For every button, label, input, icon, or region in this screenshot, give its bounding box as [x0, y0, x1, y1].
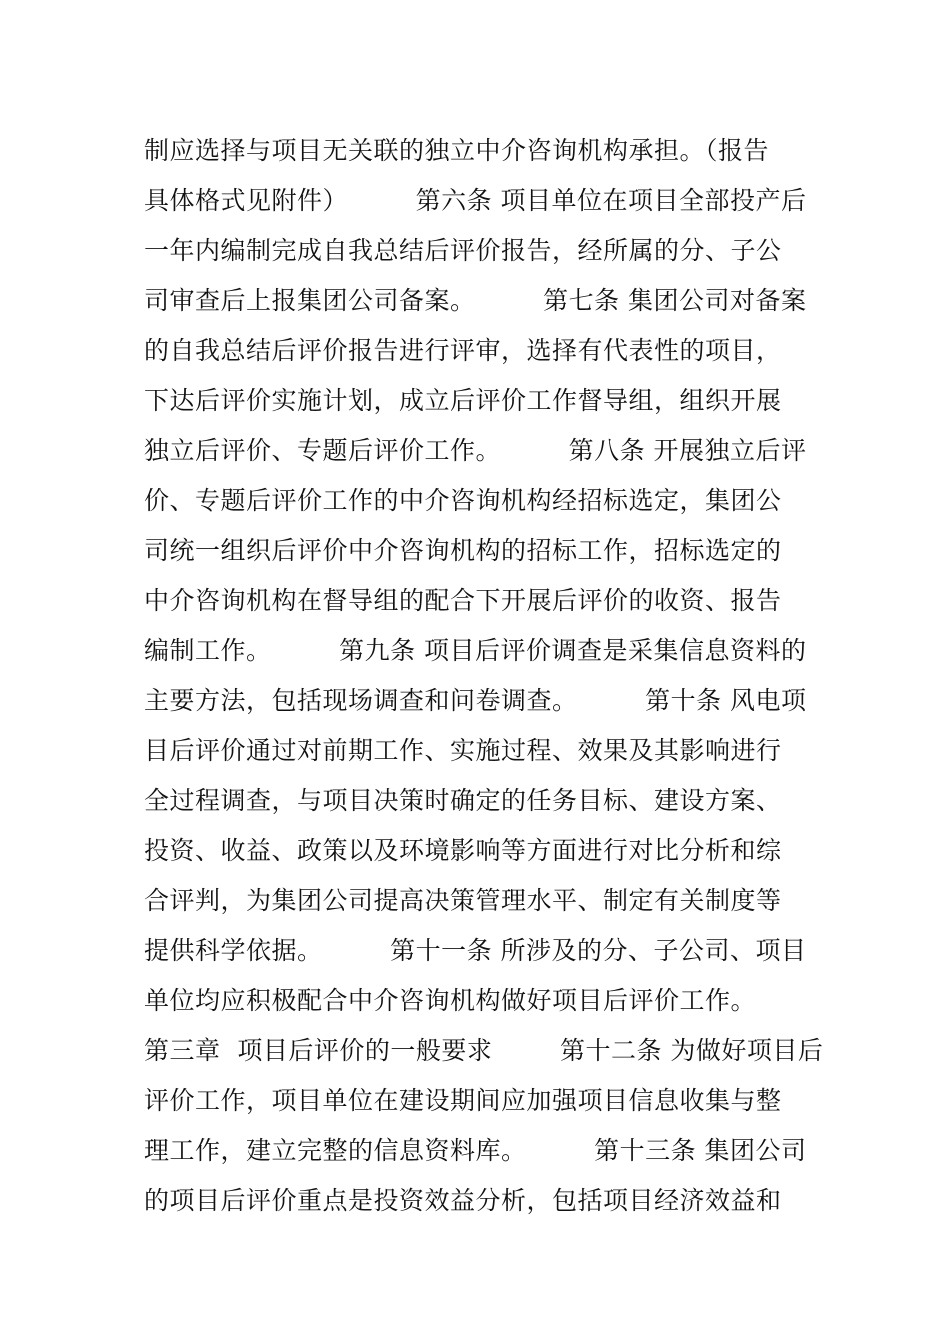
text-line: 的自我总结后评价报告进行评审，选择有代表性的项目， [144, 336, 782, 365]
text-line: 编制工作。 第九条 项目后评价调查是采集信息资料的 [144, 636, 807, 665]
text-line: 具体格式见附件） 第六条 项目单位在项目全部投产后 [144, 186, 807, 215]
text-line: 提供科学依据。 第十一条 所涉及的分、子公司、项目 [144, 936, 807, 965]
body-text [144, 126, 844, 1226]
text-line: 合评判，为集团公司提高决策管理水平、制定有关制度等 [144, 886, 782, 915]
text-line: 单位均应积极配合中介咨询机构做好项目后评价工作。 [144, 986, 757, 1015]
text-line: 下达后评价实施计划，成立后评价工作督导组，组织开展 [144, 386, 782, 415]
text-line: 制应选择与项目无关联的独立中介咨询机构承担。（报告 [144, 136, 770, 165]
text-line: 的项目后评价重点是投资效益分析，包括项目经济效益和 [144, 1186, 782, 1215]
text-line: 中介咨询机构在督导组的配合下开展后评价的收资、报告 [144, 586, 782, 615]
text-line: 目后评价通过对前期工作、实施过程、效果及其影响进行 [144, 736, 782, 765]
text-line: 司审查后上报集团公司备案。 第七条 集团公司对备案 [144, 286, 807, 315]
text-line: 价、专题后评价工作的中介咨询机构经招标选定，集团公 [144, 486, 782, 515]
text-line: 评价工作，项目单位在建设期间应加强项目信息收集与整 [144, 1086, 782, 1115]
text-line: 全过程调查，与项目决策时确定的任务目标、建设方案、 [144, 786, 782, 815]
text-line: 投资、收益、政策以及环境影响等方面进行对比分析和综 [144, 836, 782, 865]
text-line: 主要方法，包括现场调查和问卷调查。 第十条 风电项 [144, 686, 807, 715]
text-line: 司统一组织后评价中介咨询机构的招标工作，招标选定的 [144, 536, 782, 565]
text-line: 第三章 项目后评价的一般要求 第十二条 为做好项目后 [144, 1036, 824, 1065]
text-line: 理工作，建立完整的信息资料库。 第十三条 集团公司 [144, 1136, 807, 1165]
text-line: 独立后评价、专题后评价工作。 第八条 开展独立后评 [144, 436, 807, 465]
text-line: 一年内编制完成自我总结后评价报告，经所属的分、子公 [144, 236, 782, 265]
